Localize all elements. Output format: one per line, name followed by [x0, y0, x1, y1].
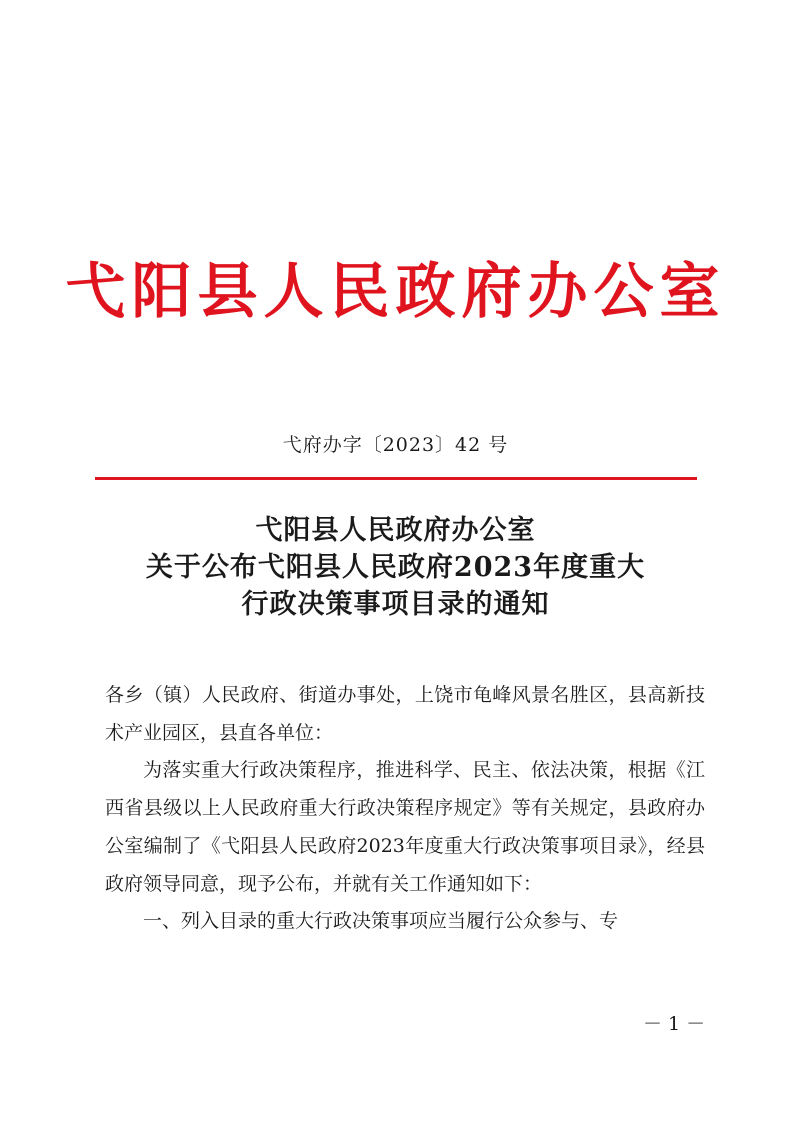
document-number: 弋府办字〔2023〕42 号 — [282, 434, 509, 456]
body-paragraph-2: 一、列入目录的重大行政决策事项应当履行公众参与、专 — [143, 910, 619, 933]
title-line-2: 关于公布弋阳县人民政府2023年度重大 — [145, 552, 646, 583]
document-title — [0, 512, 791, 623]
document-body — [105, 677, 705, 941]
title-line-1: 弋阳县人民政府办公室 — [255, 515, 536, 546]
body-paragraph-1: 为落实重大行政决策程序，推进科学、民主、依法决策，根据《江西省县级以上人民政府重大行政决策程序规定》等有关规定，县政府办公室编制了《弋阳县人民政府2023年度重大行政决策事项目录》，经县政府领导同意，现予公布，并就有关工作通知如下： — [105, 759, 705, 895]
issuing-authority-header: 弋阳县人民政府办公室 — [65, 257, 726, 327]
salutation: 各乡（镇）人民政府、街道办事处，上饶市龟峰风景名胜区，县高新技术产业园区，县直各单位： — [105, 684, 705, 744]
page-number: － 1 － — [643, 1013, 706, 1035]
red-divider-line — [95, 477, 697, 480]
title-line-3: 行政决策事项目录的通知 — [241, 589, 550, 620]
